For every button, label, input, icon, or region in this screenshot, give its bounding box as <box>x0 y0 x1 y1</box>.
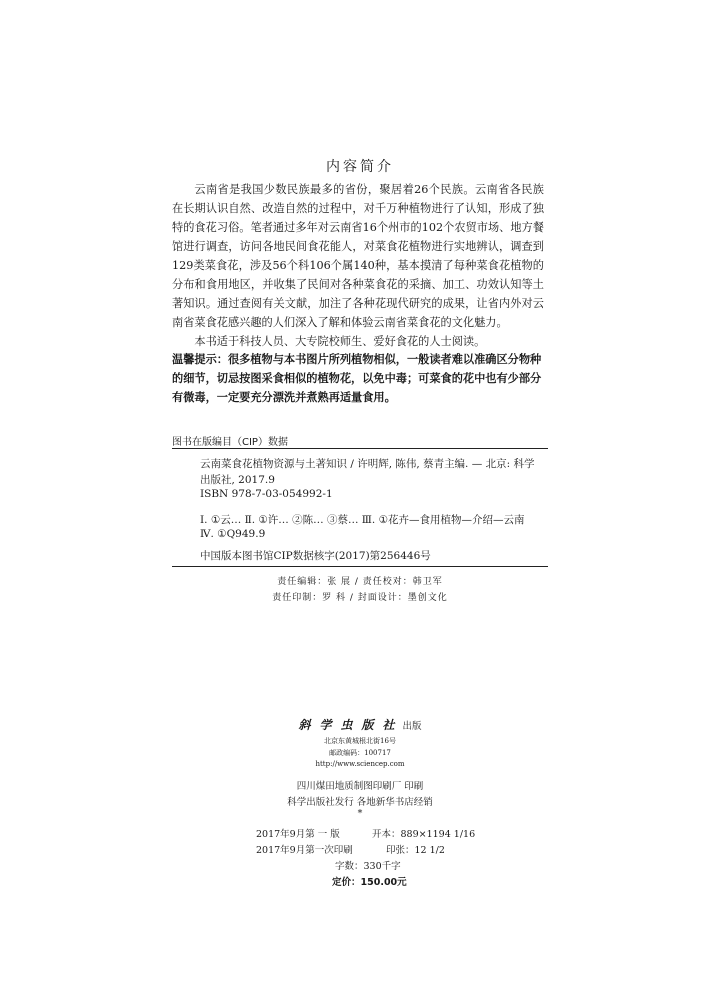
summary-body <box>172 180 544 351</box>
publisher-block <box>0 714 720 733</box>
publisher-name: 斜 学 虫 版 社 <box>298 718 398 732</box>
printer-line: 四川煤田地质制图印刷厂 印刷 <box>296 781 424 792</box>
summary-paragraph: 本书适于科技人员、大专院校师生、爱好食花的人士阅读。 <box>194 335 486 348</box>
cip-line: 出版社, 2017.9 <box>200 474 275 486</box>
separator-star: * <box>357 808 363 819</box>
word-count: 字数：330千字 <box>335 861 401 872</box>
cip-line: ISBN 978-7-03-054992-1 <box>200 488 333 500</box>
summary-title: 内容简介 <box>326 159 394 175</box>
edition-date: 2017年9月第 一 版 <box>256 829 340 840</box>
cip-bottom-rule <box>172 566 548 567</box>
print-date: 2017年9月第一次印刷 <box>256 845 353 856</box>
format-spec: 开本：889×1194 1/16 <box>372 829 476 840</box>
publisher-url: http://www.sciencep.com <box>315 760 405 768</box>
cip-line: 云南菜食花植物资源与土著知识 / 许明辉, 陈伟, 蔡青主编. — 北京: 科学 <box>200 458 535 470</box>
warm-tip: 温馨提示：很多植物与本书图片所列植物相似，一般读者难以准确区分物种的细节，切忌按图采食相似的植物花，以免中毒；可菜食的花中也有少部分有微毒，一定要充分漂洗并煮熟再适量食用。 <box>172 353 542 404</box>
summary-paragraph: 云南省是我国少数民族最多的省份，聚居着26个民族。云南省各民族在长期认识自然、改造自然的过程中，对千万种植物进行了认知，形成了独特的食花习俗。笔者通过多年对云南省16个州市的102个农贸市场、地方餐馆进行调查，访问各地民间食花能人，对菜食花植物进行实地辨认，调查到129类菜食花，涉及56个科106个属140种，基本摸清了每种菜食花植物的分布和食用地区，并收集了民间对各种菜食花的采摘、加工、功效认知等土著知识。通过查阅有关文献，加注了各种花现代研究的成果，让省内外对云南省菜食花感兴趣的人们深入了解和体验云南省菜食花的文化魅力。 <box>172 183 544 329</box>
publisher-published: 出版 <box>402 721 422 732</box>
cip-title: 图书在版编目（CIP）数据 <box>172 437 288 448</box>
distributor-line: 科学出版社发行 各地新华书店经销 <box>287 797 433 808</box>
sheets-spec: 印张：12 1/2 <box>386 845 445 856</box>
publisher-address: 北京东黄城根北街16号 <box>324 737 396 745</box>
cip-line: Ⅳ. ①Q949.9 <box>200 528 266 540</box>
cip-top-rule <box>172 448 548 449</box>
staff-line: 责任印制：罗 科 / 封面设计：墨创文化 <box>272 593 448 603</box>
price: 定价：150.00元 <box>332 877 407 888</box>
publisher-postcode: 邮政编码：100717 <box>329 749 391 757</box>
cip-line: 中国版本图书馆CIP数据核字(2017)第256446号 <box>200 550 431 562</box>
cip-line: Ⅰ. ①云… Ⅱ. ①许… ②陈… ③蔡… Ⅲ. ①花卉—食用植物—介绍—云南 <box>200 514 525 526</box>
staff-line: 责任编辑：张 展 / 责任校对：韩卫军 <box>277 577 443 587</box>
